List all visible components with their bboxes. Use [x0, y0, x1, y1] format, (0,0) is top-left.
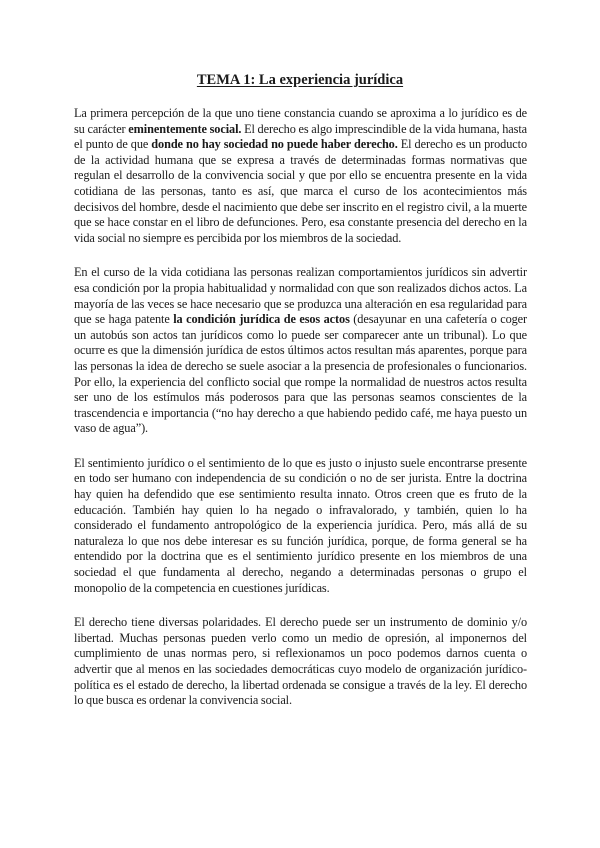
text-run: La primera percepción de la que uno tiene constancia cuando se aproxima a lo jurídico es de su carácter [74, 106, 527, 136]
text-run: El sentimiento jurídico o el sentimiento de lo que es justo o injusto suele encontrarse presente en todo ser humano con independencia de su condición o no de ser jurista. Entre la doctrina hay quien ha defendido que ese sentimiento resulta innato. Otros creen que es fruto de la educación. También hay quien lo ha negado o infravalorado, y también, quien lo ha considerado el fundamento antropológico de la experiencia jurídica. Pero, más allá de su naturaleza lo que nos debe interesar es su función jurídica, porque, de forma general se ha entendido por la doctrina que es el sentimiento jurídico presente en los miembros de una sociedad el que fundamenta al derecho, negando a determinadas personas o grupo el monopolio de la competencia en cuestiones jurídicas. [74, 455, 527, 595]
text-run: En el curso de la vida cotidiana las personas realizan comportamientos jurídicos sin advertir esa condición por la propia habitualidad y normalidad con que son realizados dichos actos. La mayoría de las veces se hace necesario que se produzca una alteración en esa regularidad para que se haga patente [74, 265, 527, 327]
bold-text: eminentemente social. [128, 121, 242, 136]
paragraph-3 [74, 456, 527, 596]
text-run: El derecho es un producto de la actividad humana que se expresa a través de determinadas formas normativas que regulan el desarrollo de la convivencia social y que por ello se encuentra presente en la vida cotidiana de las personas, tanto es así, que marca el curso de los acontecimientos más decisivos del hombre, desde el nacimiento que debe ser inscrito en el registro civil, a la muerte que se hace constar en el libro de defunciones. Pero, esa constante presencia del derecho en la vida social no siempre es percibida por los miembros de la sociedad. [74, 137, 527, 245]
document-body [74, 106, 527, 728]
text-run: El derecho tiene diversas polaridades. El derecho puede ser un instrumento de dominio y/o libertad. Muchas personas pueden verlo como un medio de opresión, al imponernos del cumplimiento de unas normas pero, si reflexionamos un poco podemos darnos cuenta o advertir que al menos en las sociedades democráticas cuyo modelo de organización jurídico-política es el estado de derecho, la libertad ordenada se consigue a través de la ley. El derecho lo que busca es ordenar la convivencia social. [74, 615, 527, 708]
paragraph-4 [74, 615, 527, 709]
bold-text: donde no hay sociedad no puede haber derecho. [151, 137, 398, 152]
document-title: TEMA 1: La experiencia jurídica [196, 72, 404, 88]
text-run: El derecho es algo imprescindible de la vida humana, hasta el punto de que [74, 121, 527, 152]
bold-text: la condición jurídica de esos actos [173, 312, 350, 327]
paragraph-2 [74, 265, 527, 437]
text-run: (desayunar en una cafetería o coger un autobús son actos tan jurídicos como lo puede ser comparecer ante un tribunal). Lo que ocurre es que la dimensión jurídica de estos últimos actos resultan más aparentes, porque para las personas la idea de derecho se suele asociar a la presencia de profesionales o funcionarios. Por ello, la experiencia del conflicto social que rompe la normalidad de nuestros actos resulta ser uno de los estímulos más poderosos para que las personas seamos conscientes de la trascendencia e importancia (“no hay derecho a que habiendo pedido café, me haya puesto un vaso de agua”). [74, 312, 528, 436]
paragraph-1 [74, 106, 527, 246]
